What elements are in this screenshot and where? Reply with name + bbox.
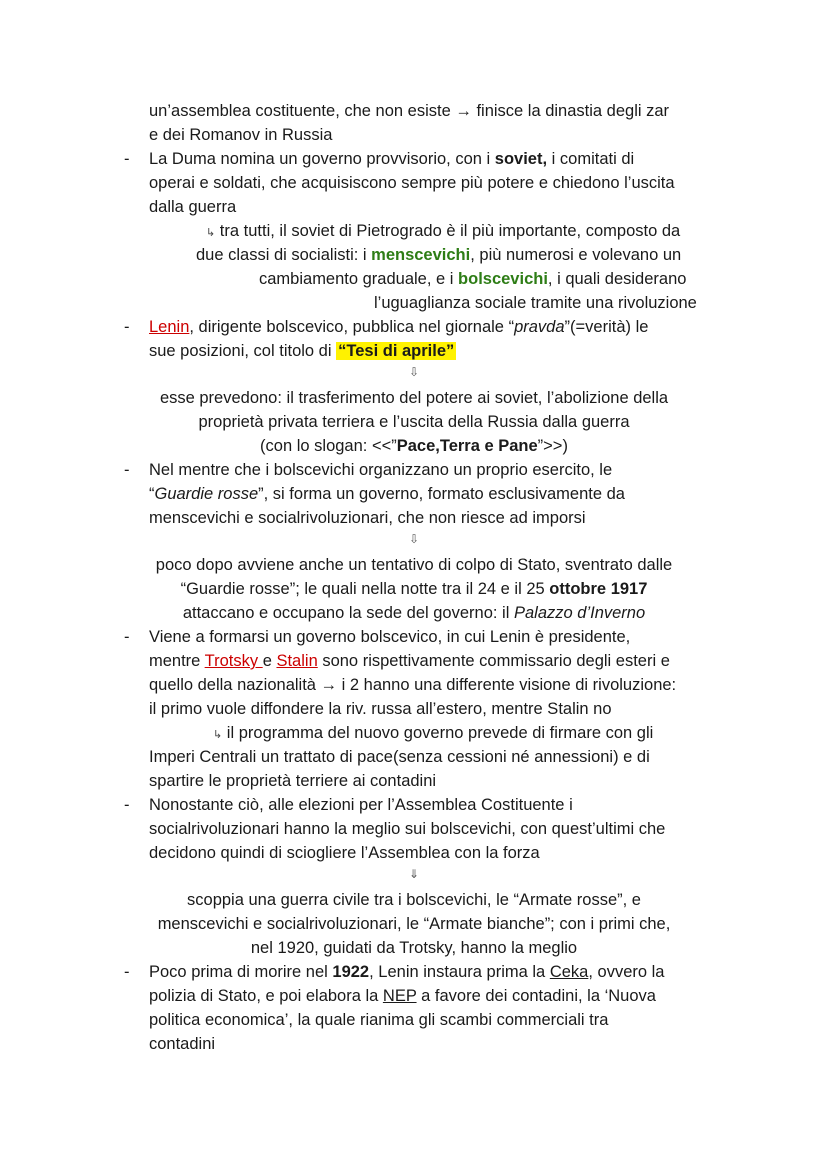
bullet-dash: - — [124, 150, 130, 168]
text-line: (con lo slogan: <<”Pace,Terra e Pane”>>) — [260, 437, 568, 455]
bullet-dash: - — [124, 963, 130, 981]
bullet-dash: - — [124, 628, 130, 646]
text-line: politica economica’, la quale rianima gli scambi commerciali tra — [149, 1011, 609, 1029]
text-line: operai e soldati, che acquisiscono sempre più potere e chiedono l’uscita — [149, 174, 675, 192]
sub-arrow-icon: ↳ — [206, 227, 216, 239]
link-lenin[interactable]: Lenin — [149, 318, 190, 336]
text-line: Imperi Centrali un trattato di pace(senza cessioni né annessioni) e di — [149, 748, 650, 766]
text-line: un’assemblea costituente, che non esiste → finisce la dinastia degli zar — [149, 102, 670, 120]
text-line: “Guardie rosse”; le quali nella notte tra il 24 e il 25 ottobre 1917 — [180, 580, 648, 598]
text-line: l’uguaglianza sociale tramite una rivoluzione — [374, 294, 697, 312]
text-line: spartire le proprietà terriere ai contadini — [149, 772, 437, 790]
text-line: cambiamento graduale, e i bolscevichi, i quali desiderano — [259, 270, 687, 288]
down-arrow-icon: ⇩ — [408, 365, 420, 379]
term-nep: NEP — [382, 987, 417, 1005]
text-line: La Duma nomina un governo provvisorio, con i soviet, i comitati di — [149, 150, 635, 168]
text-line: mentre Trotsky e Stalin sono rispettivamente commissario degli esteri e — [149, 652, 670, 670]
down-arrow-icon: ⇓ — [408, 867, 420, 881]
text-line: contadini — [149, 1035, 216, 1053]
text-line: poco dopo avviene anche un tentativo di colpo di Stato, sventrato dalle — [155, 556, 673, 574]
text-line: Lenin, dirigente bolscevico, pubblica nel giornale “pravda”(=verità) le — [149, 318, 649, 336]
text-line: Nel mentre che i bolscevichi organizzano un proprio esercito, le — [149, 461, 613, 479]
text-line: nel 1920, guidati da Trotsky, hanno la meglio — [250, 939, 578, 957]
bullet-dash: - — [124, 318, 130, 336]
bullet-dash: - — [124, 461, 130, 479]
bullet-dash: - — [124, 796, 130, 814]
text-line: dalla guerra — [149, 198, 237, 216]
text-line: quello della nazionalità → i 2 hanno una differente visione di rivoluzione: — [149, 676, 677, 694]
text-line: “Guardie rosse”, si forma un governo, formato esclusivamente da — [149, 485, 625, 503]
text-line: Nonostante ciò, alle elezioni per l’Assemblea Costituente i — [149, 796, 573, 814]
text-line: socialrivoluzionari hanno la meglio sui bolscevichi, con quest’ultimi che — [149, 820, 666, 838]
text-line: attaccano e occupano la sede del governo: il Palazzo d’Inverno — [182, 604, 646, 622]
text-line: Viene a formarsi un governo bolscevico, in cui Lenin è presidente, — [149, 628, 631, 646]
down-arrow-icon: ⇩ — [408, 532, 420, 546]
text-line: proprietà privata terriera e l’uscita della Russia dalla guerra — [198, 413, 630, 431]
text-line: due classi di socialisti: i menscevichi, più numerosi e volevano un — [196, 246, 682, 264]
text-line: menscevichi e socialrivoluzionari, le “Armate bianche”; con i primi che, — [157, 915, 671, 933]
text-line: esse prevedono: il trasferimento del potere ai soviet, l’abolizione della — [159, 389, 669, 407]
link-trotsky[interactable]: Trotsky — [204, 652, 263, 670]
text-line: sue posizioni, col titolo di “Tesi di aprile” — [149, 342, 455, 360]
term-bolscevichi: bolscevichi — [458, 270, 548, 288]
term-ceka: Ceka — [549, 963, 589, 981]
text-line: ↳ tra tutti, il soviet di Pietrogrado è il più importante, composto da — [206, 222, 681, 240]
text-line: menscevichi e socialrivoluzionari, che non riesce ad imporsi — [149, 509, 586, 527]
term-menscevichi: menscevichi — [371, 246, 471, 264]
link-stalin[interactable]: Stalin — [276, 652, 318, 670]
text-line: scoppia una guerra civile tra i bolscevichi, le “Armate rosse”, e — [187, 891, 641, 909]
highlight-tesi-di-aprile: “Tesi di aprile” — [338, 342, 455, 360]
text-line: decidono quindi di sciogliere l’Assemblea con la forza — [149, 844, 540, 862]
text-line: il primo vuole diffondere la riv. russa all’estero, mentre Stalin no — [149, 700, 612, 718]
text-line: polizia di Stato, e poi elabora la NEP a favore dei contadini, la ‘Nuova — [149, 987, 656, 1005]
text-line: Poco prima di morire nel 1922, Lenin instaura prima la Ceka, ovvero la — [149, 963, 665, 981]
sub-arrow-icon: ↳ — [213, 729, 223, 741]
text-line: ↳ il programma del nuovo governo prevede di firmare con gli — [213, 724, 654, 742]
text-line: e dei Romanov in Russia — [149, 126, 333, 144]
